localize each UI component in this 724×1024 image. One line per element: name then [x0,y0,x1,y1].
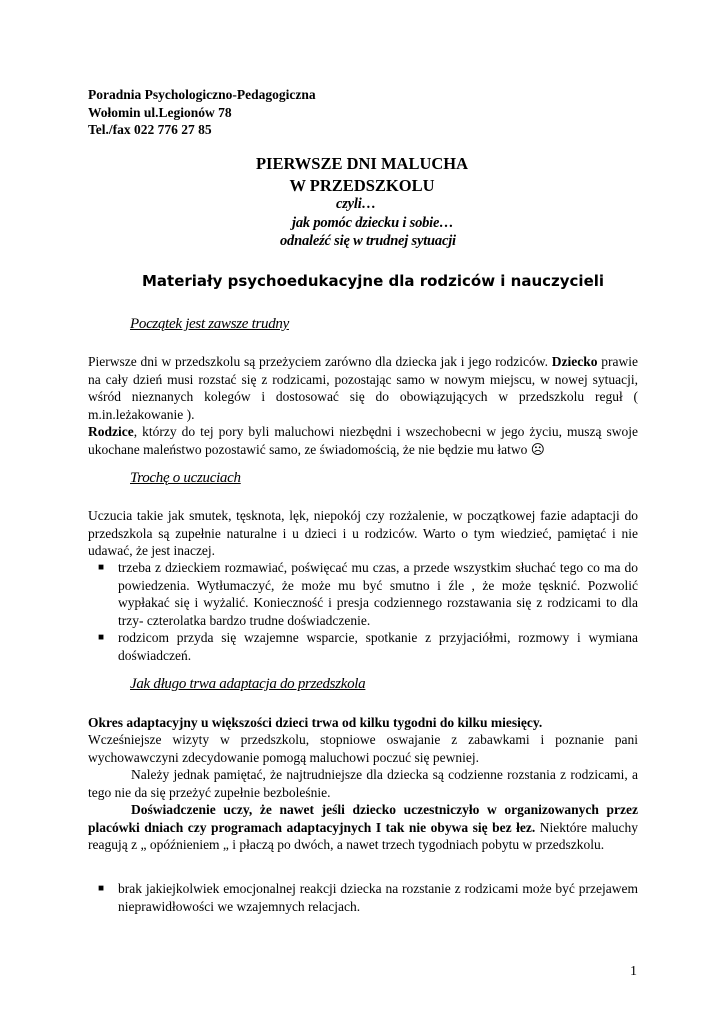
text-run: , którzy do tej pory byli maluchowi niezbędni i wszechobecni w jego życiu, muszą swoje ukochane maleństwo pozostawić samo, ze świadomością, że nie będzie mu łatwo ☹ [88,424,638,457]
section1-paragraph-2 [88,423,638,458]
section3-paragraph-2: Należy jednak pamiętać, że najtrudniejsze dla dziecka są codzienne rozstania z rodzicami, a tego nie da się przeżyć zupełnie bezboleśnie. [88,767,638,800]
section3-paragraph-3 [88,801,638,854]
institution-address: Wołomin ul.Legionów 78 [88,104,232,120]
text-run: prawie na cały dzień musi rozstać się z rodzicami, pozostając samo w nowym miejscu, w nowej sytuacji, wśród nieznanych kolegów i dostosować się do obowiązujących w przedszkolu reguł ( m.in.leżakowanie ). [88,354,638,422]
title-line-5: odnaleźć się w trudnej sytuacji [280,233,456,249]
list-item [98,629,638,664]
title-line-4: jak pomóc dziecku i sobie… [292,215,454,231]
bullet-icon: ■ [98,632,105,643]
title-line-1: PIERWSZE DNI MALUCHA [255,154,469,173]
text-run: Niektóre maluchy reagują z „ opóźnieniem „ i płaczą po dwóch, a nawet trzech tygodniach pobytu w przedszkolu. [88,819,639,852]
section-heading-2: Trochę o uczuciach [130,470,241,486]
document-subtitle: Materiały psychoedukacyjne dla rodziców i nauczycieli [141,272,605,290]
institution-name: Poradnia Psychologiczno-Pedagogiczna [88,87,316,102]
list-item-text: brak jakiejkolwiek emocjonalnej reakcji dziecka na rozstanie z rodzicami może być przejawem nieprawidłowości we wzajemnych relacjach. [118,881,638,914]
list-item-text: trzeba z dzieckiem rozmawiać, poświęcać mu czas, a przede wszystkim słuchać tego co ma do powiedzenia. Wytłumaczyć, że może mu być smutno i źle , że może tęsknić. Pozwolić wypłakać się i wyżalić. Konieczność i presja codziennego rozstawania się z rodzicami to dla trzy- czterolatka bardzo trudne doświadczenie. [118,560,638,628]
section3-bold-intro: Okres adaptacyjny u większości dzieci trwa od kilku tygodni do kilku miesięcy. [88,715,543,730]
bullet-icon: ■ [98,562,105,573]
section2-paragraph-1: Uczucia takie jak smutek, tęsknota, lęk, niepokój czy rozżalenie, w początkowej fazie adaptacji do przedszkola są zupełnie naturalne i u dzieci i u rodziców. Warto o tym wiedzieć, pamiętać i nie udawać, że jest inaczej. [88,508,638,558]
text-run-bold: Dziecko [551,354,598,369]
text-run-bold: Rodzice [88,424,134,439]
list-item-text: rodzicom przyda się wzajemne wsparcie, spotkanie z przyjaciółmi, rozmowy i wymiana doświadczeń. [118,630,638,663]
institution-phone: Tel./fax 022 776 27 85 [88,122,212,137]
list-item [98,880,638,915]
institution-header [88,86,316,139]
text-run-bold: Doświadczenie uczy, że nawet jeśli dziecko uczestniczyło w organizowanych przez placówki dniach czy programach adaptacyjnych I tak nie obywa się bez łez. [88,802,638,835]
title-line-2: W PRZEDSZKOLU [289,176,435,195]
list-item [98,559,638,629]
title-line-3: czyli… [336,196,376,212]
page-number: 1 [630,964,637,979]
section1-paragraph-1 [88,353,638,423]
section-heading-1: Początek jest zawsze trudny [130,316,289,332]
section3-paragraph-1: Wcześniejsze wizyty w przedszkolu, stopniowe oswajanie z zabawkami i poznanie pani wychowawczyni zdecydowanie pomogą maluchowi poczuć się pewniej. [88,732,638,765]
section-heading-3: Jak długo trwa adaptacja do przedszkola [130,676,366,692]
bullet-icon: ■ [98,883,105,894]
text-run: Pierwsze dni w przedszkolu są przeżyciem zarówno dla dziecka jak i jego rodziców. [88,354,552,369]
